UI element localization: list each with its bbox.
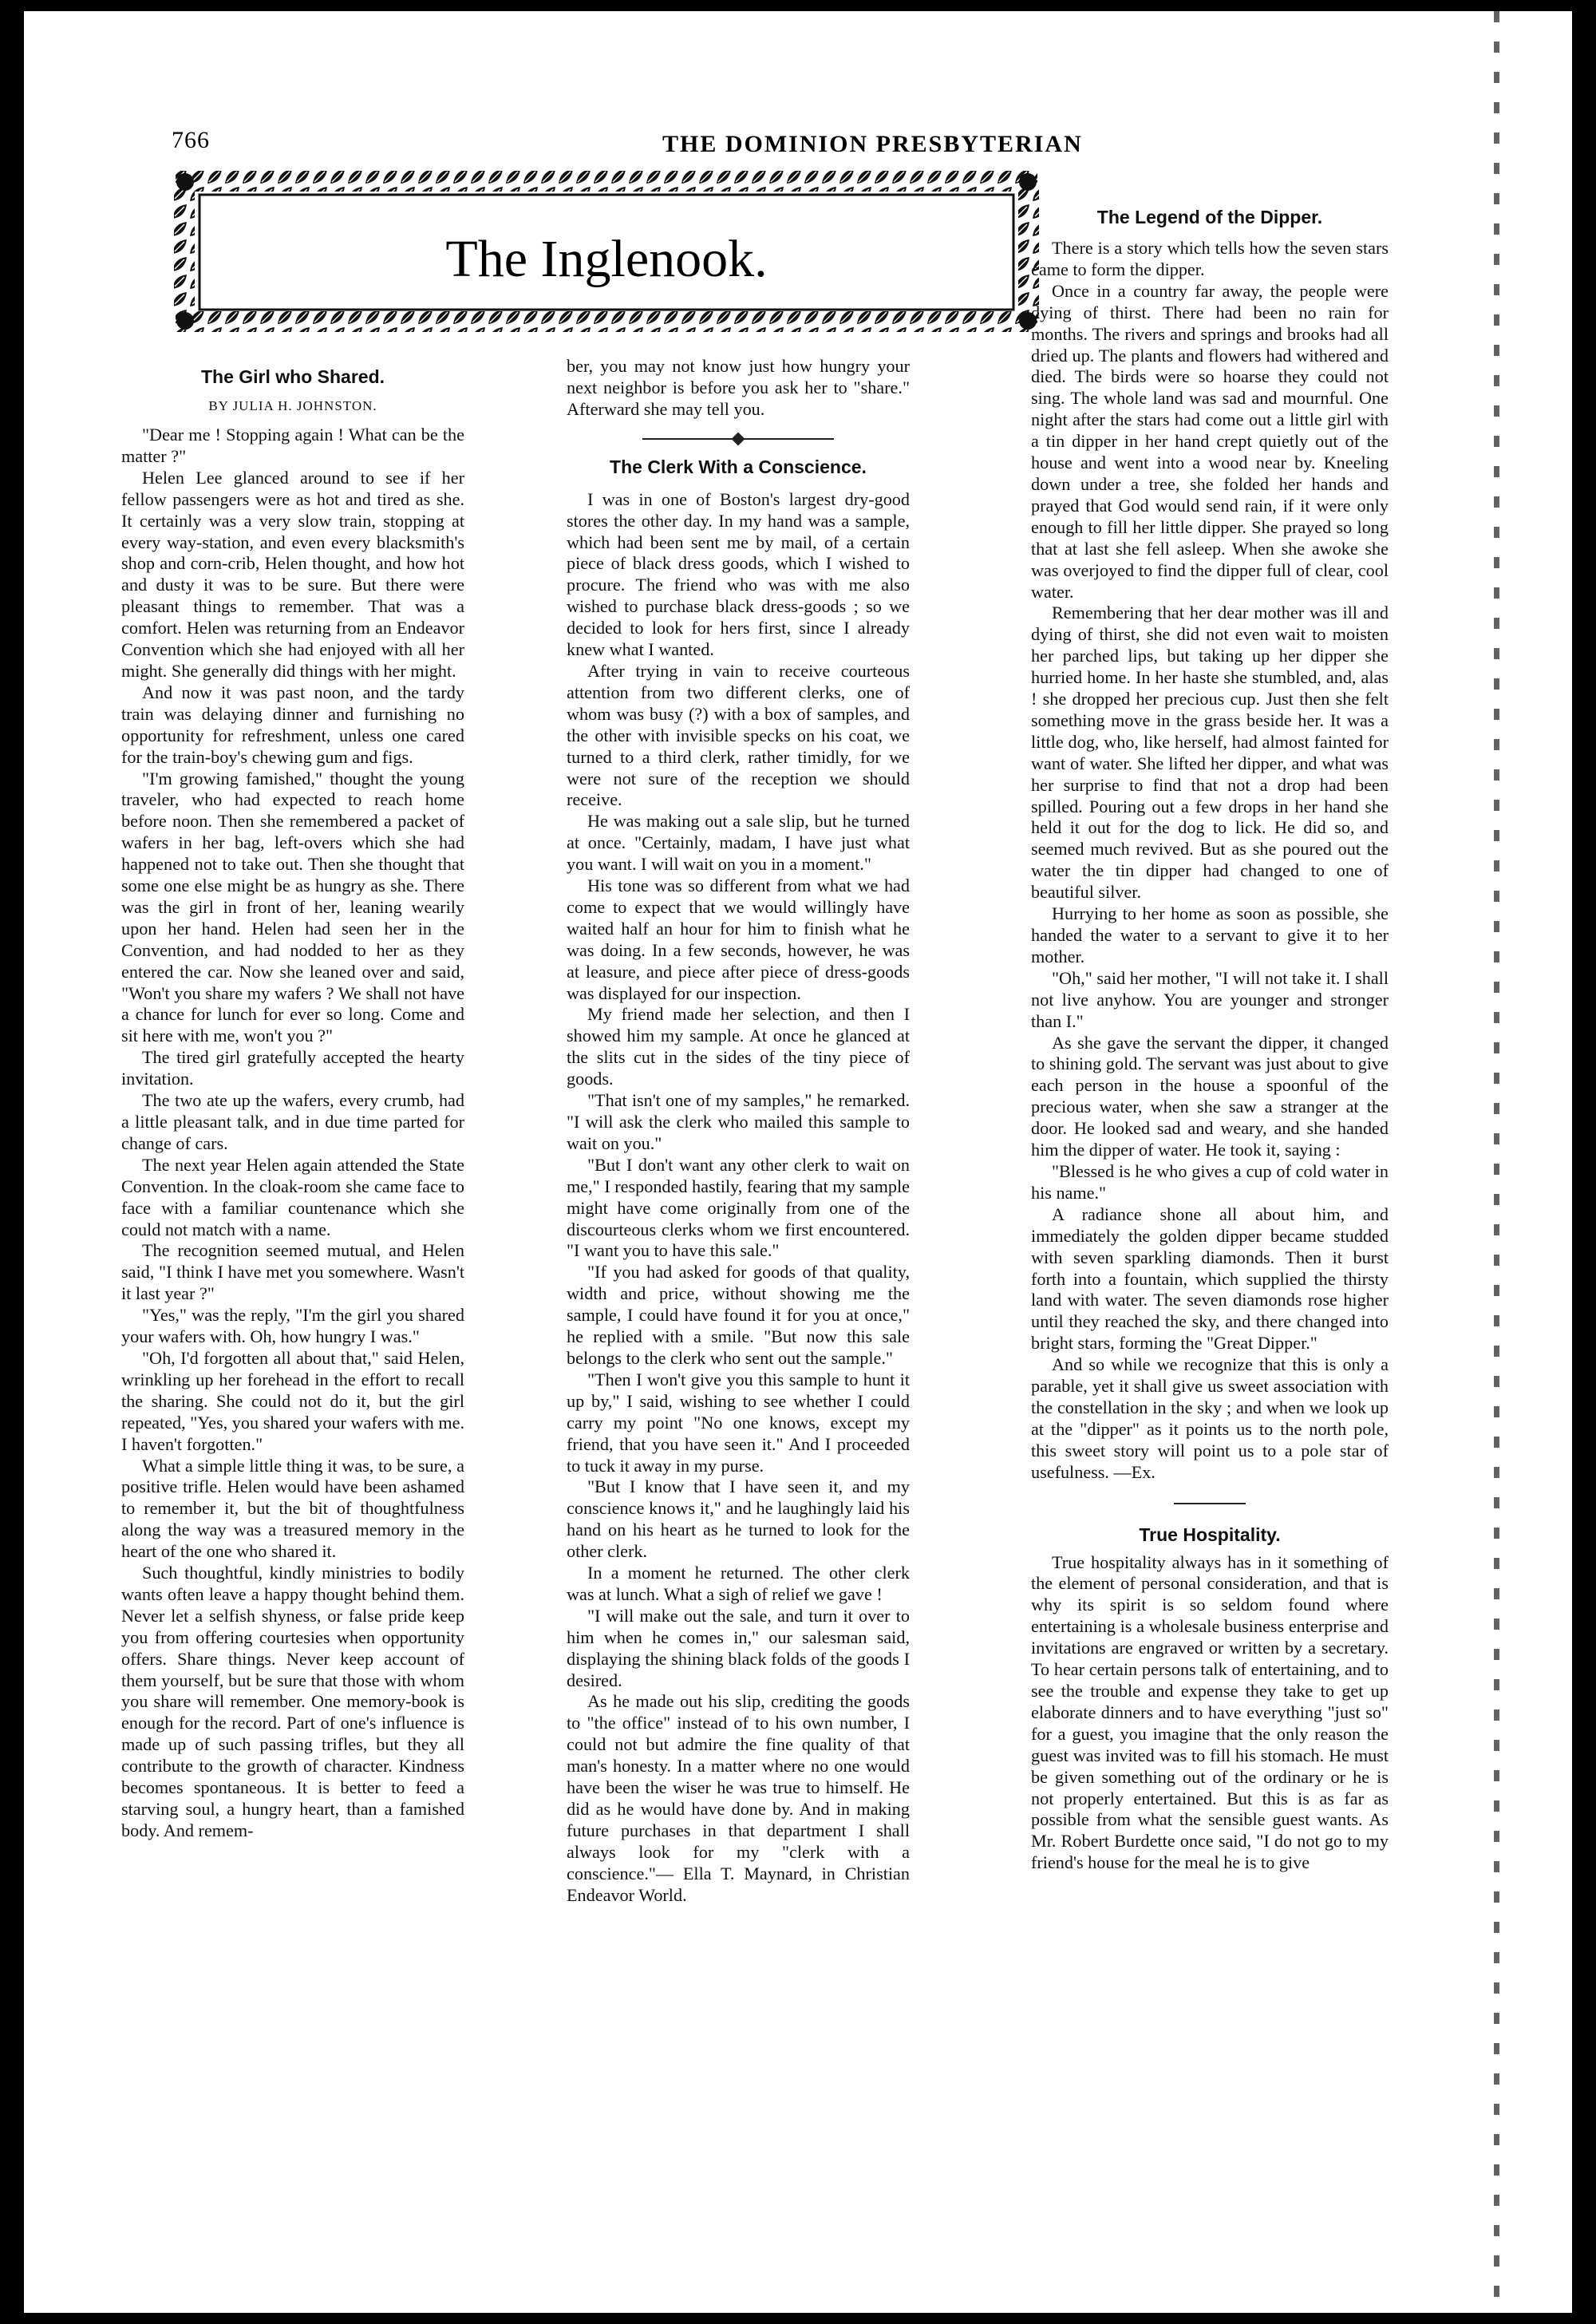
- paragraph: Hurrying to her home as soon as possible, she handed the water to a servant to give it to her mother.: [1031, 903, 1389, 966]
- paragraph: Such thoughtful, kindly ministries to bodily wants often leave a happy thought behind them. Never let a selfish shyness, or false pride keep you from offering courtesies when opportunity offers. Share things. Never keep account of them yourself, but be sure that those with whom you share will remember. One memory-book is enough for the record. Part of one's influence is made up of such passing trifles, but they all contribute to the growth of character. Kindness becomes spontaneous. It is better to feed a starving soul, a hungry heart, than a famished body. And remem-: [121, 1563, 464, 1840]
- paragraph: The tired girl gratefully accepted the hearty invitation.: [121, 1047, 464, 1089]
- running-title: THE DOMINION PRESBYTERIAN: [662, 131, 1083, 157]
- paragraph: "But I don't want any other clerk to wait on me," I responded hastily, fearing that my sample might have come originally from one of the discourteous clerks whom we first encountered. "I want you to have this sale.": [567, 1154, 910, 1261]
- paragraph: "Blessed is he who gives a cup of cold water in his name.": [1031, 1160, 1389, 1203]
- paragraph: "Dear me ! Stopping again ! What can be the matter ?": [121, 425, 464, 466]
- paragraph: The next year Helen again attended the State Convention. In the cloak-room she came face to face with a familiar countenance which she could not match with a name.: [121, 1154, 464, 1239]
- article-title-legend-of-dipper: The Legend of the Dipper.: [1096, 207, 1323, 227]
- paragraph: "But I know that I have seen it, and my conscience knows it," and he laughingly laid his hand on his heart as he turned to look for the other clerk.: [567, 1476, 910, 1562]
- paragraph: "I'm growing famished," thought the young traveler, who had expected to reach home before noon. Then she remembered a packet of wafers in her bag, left-overs which she had happened not to take out. Then she thought that some one else might be as hungry as she. There was the girl in front of her, leaning wearily upon her hand. Helen had seen her in the Convention, and had nodded to her as they entered the car. Now she leaned over and said, "Won't you share my wafers ? We shall not have a chance for lunch for ever so long. Come and sit here with me, won't you ?": [121, 768, 464, 1046]
- paragraph: "I will make out the sale, and turn it over to him when he comes in," our salesman said, displaying the shining black folds of the goods I desired.: [567, 1605, 910, 1690]
- article-body: [567, 489, 910, 1907]
- paragraph: The two ate up the wafers, every crumb, had a little pleasant talk, and in due time parted for change of cars.: [121, 1090, 464, 1153]
- column-1: [121, 366, 464, 1842]
- paragraph: And now it was past noon, and the tardy train was delaying dinner and furnishing no opportunity for refreshment, unless one cared for the train-boy's chewing gum and figs.: [121, 682, 464, 767]
- paragraph: "Oh, I'd forgotten all about that," said Helen, wrinkling up her forehead in the effort to recall the sharing. She could not do it, but the girl repeated, "Yes, you shared your wafers with me. I haven't forgotten.": [121, 1347, 464, 1454]
- paragraph: "Then I won't give you this sample to hunt it up by," I said, wishing to see whether I could carry my point "No one knows, except my friend, that you have seen it." And I proceeded to tuck it away in my purse.: [567, 1369, 910, 1476]
- paragraph: Helen Lee glanced around to see if her fellow passengers were as hot and tired as she. It certainly was a very slow train, stopping at every way-station, and even every blacksmith's shop and corn-crib, Helen thought, and how hot and dusty it was to be sure. But there were pleasant things to remember. That was a comfort. Helen was returning from an Endeavor Convention which she had enjoyed with all her might. She generally did things with her might.: [121, 467, 464, 681]
- article-title-girl-who-shared: The Girl who Shared.: [200, 366, 385, 387]
- article-body: [1031, 1552, 1389, 1875]
- paragraph: In a moment he returned. The other clerk was at lunch. What a sigh of relief we gave !: [567, 1563, 910, 1604]
- paragraph: "That isn't one of my samples," he remarked. "I will ask the clerk who mailed this sample to wait on you.": [567, 1090, 910, 1153]
- paragraph: After trying in vain to receive courteous attention from two different clerks, one of whom was busy (?) with a box of samples, and the other with invisible specks on his coat, we turned to a third clerk, rather timidly, for we were not sure of the reception we should receive.: [567, 660, 910, 810]
- paragraph: True hospitality always has in it something of the element of personal consideration, and that is why its spirit is so seldom found where entertaining is a wholesale business enterprise and invitations are engraved or written by a secretary. To hear certain persons talk of entertaining, and to see the trouble and expense they take to get up elaborate dinners and to have everything "just so" for a guest, you imagine that the only reason the guest was invited was to fill his stomach. He must be given something out of the ordinary or he is not properly entertained. But this is as far as possible from what the sensible guest wants. As Mr. Robert Burdette once said, "I do not go to my friend's house for the meal he is to give: [1031, 1551, 1389, 1873]
- paragraph: What a simple little thing it was, to be sure, a positive trifle. Helen would have been ashamed to remember it, but the bit of thoughtfulness along the way was a treasured memory in the heart of the one who shared it.: [121, 1455, 464, 1562]
- paragraph: As he made out his slip, crediting the goods to "the office" instead of to his own number, I could not but admire the fine quality of that man's honesty. In a matter where no one would have been the wiser he was true to himself. He did as he would have done by. And in making future purchases in that department I shall always look for my "clerk with a conscience."— Ella T. Maynard, in Christian Endeavor World.: [567, 1691, 910, 1905]
- article-title-true-hospitality: True Hospitality.: [1139, 1524, 1281, 1545]
- section-rule: [642, 430, 834, 448]
- paragraph: Remembering that her dear mother was ill and dying of thirst, she did not even wait to moisten her parched lips, but taking up her dipper she hurried home. In her haste she stumbled, and, alas ! she dropped her precious cup. Just then she felt something move in the grass beside her. It was a little dog, who, like herself, had almost fainted for want of water. She lifted her dipper, and what was her surprise to find that not a drop had been spilled. Pouring out a few drops in her hand she held it out for the dog to lick. He did so, and seemed much revived. But as she poured out the water the tin dipper had changed to one of beautiful silver.: [1031, 603, 1389, 903]
- column-3: [1031, 206, 1389, 1874]
- article-title-clerk-with-conscience: The Clerk With a Conscience.: [610, 456, 867, 477]
- paragraph: "If you had asked for goods of that quality, width and price, without showing me the sample, I could have found it for you at once," he replied with a smile. "But now this sale belongs to the clerk who sent out the sample.": [567, 1262, 910, 1368]
- paragraph: His tone was so different from what we had come to expect that we would willingly have waited half an hour for him to finish what he was doing. In a few seconds, however, he was at leasure, and piece after piece of dress-goods was displayed for our inspection.: [567, 875, 910, 1003]
- section-title: The Inglenook.: [445, 230, 768, 288]
- paragraph: A radiance shone all about him, and immediately the golden dipper became studded with seven sparkling diamonds. Then it burst forth into a fountain, which supplied the thirsty land with water. The seven diamonds rose higher until they reached the sky, and there changed into bright stars, forming the "Great Dipper.": [1031, 1204, 1389, 1354]
- paragraph: I was in one of Boston's largest dry-good stores the other day. In my hand was a sample, which had been sent me by mail, of a certain piece of black dress goods, which I wished to procure. The friend who was with me also wished to purchase black dress-goods ; so we decided to look for hers first, since I already knew what I wanted.: [567, 488, 910, 660]
- continuation-text: ber, you may not know just how hungry your next neighbor is before you ask her to "share." Afterward she may tell you.: [567, 356, 910, 419]
- article-body: [1031, 238, 1389, 1484]
- paragraph: He was making out a sale slip, but he turned at once. "Certainly, madam, I have just what you want. I will wait on you in a moment.": [567, 811, 910, 875]
- section-rule: [1174, 1495, 1246, 1512]
- newspaper-page: [24, 11, 1572, 2313]
- paragraph: As she gave the servant the dipper, it changed to shining gold. The servant was just about to give each person in the house a spoonful of the precious water, when she saw a stranger at the door. He looked sad and weary, and she handed him the dipper of water. He took it, saying :: [1031, 1032, 1389, 1160]
- section-banner: [171, 168, 1042, 335]
- article-body: [121, 425, 464, 1842]
- column-2: [567, 356, 910, 1907]
- paragraph: "Oh," said her mother, "I will not take it. I shall not live anyhow. You are younger and stronger than I.": [1031, 967, 1389, 1031]
- paragraph: My friend made her selection, and then I showed him my sample. At once he glanced at the slits cut in the sides of the tiny piece of goods.: [567, 1004, 910, 1089]
- byline: BY JULIA H. JOHNSTON.: [208, 398, 377, 413]
- binding-edge: [1494, 11, 1499, 2313]
- paragraph: There is a story which tells how the seven stars came to form the dipper.: [1031, 238, 1389, 279]
- paragraph: "Yes," was the reply, "I'm the girl you shared your wafers with. Oh, how hungry I was.": [121, 1305, 464, 1347]
- paragraph: And so while we recognize that this is only a parable, yet it shall give us sweet association with the constellation in the sky ; and when we look up at the "dipper" as it points us to the north pole, this sweet story will point us to a pole star of usefulness. —Ex.: [1031, 1354, 1389, 1482]
- paragraph: The recognition seemed mutual, and Helen said, "I think I have met you somewhere. Wasn't it last year ?": [121, 1240, 464, 1304]
- paragraph: Once in a country far away, the people were dying of thirst. There had been no rain for months. The rivers and springs and brooks had all dried up. The plants and flowers had withered and died. The birds were so hoarse they could not sing. The whole land was sad and mournful. One night after the stars had come out a little girl with a tin dipper in her hand crept quietly out of the house and went into a wood near by. Kneeling down under a tree, she folded her hands and prayed that God would send rain, if it were only enough to fill her little dipper. She prayed so long that at last she fell asleep. When she awoke she was overjoyed to find the dipper full of clear, cool water.: [1031, 280, 1389, 602]
- page-number: 766: [172, 127, 210, 153]
